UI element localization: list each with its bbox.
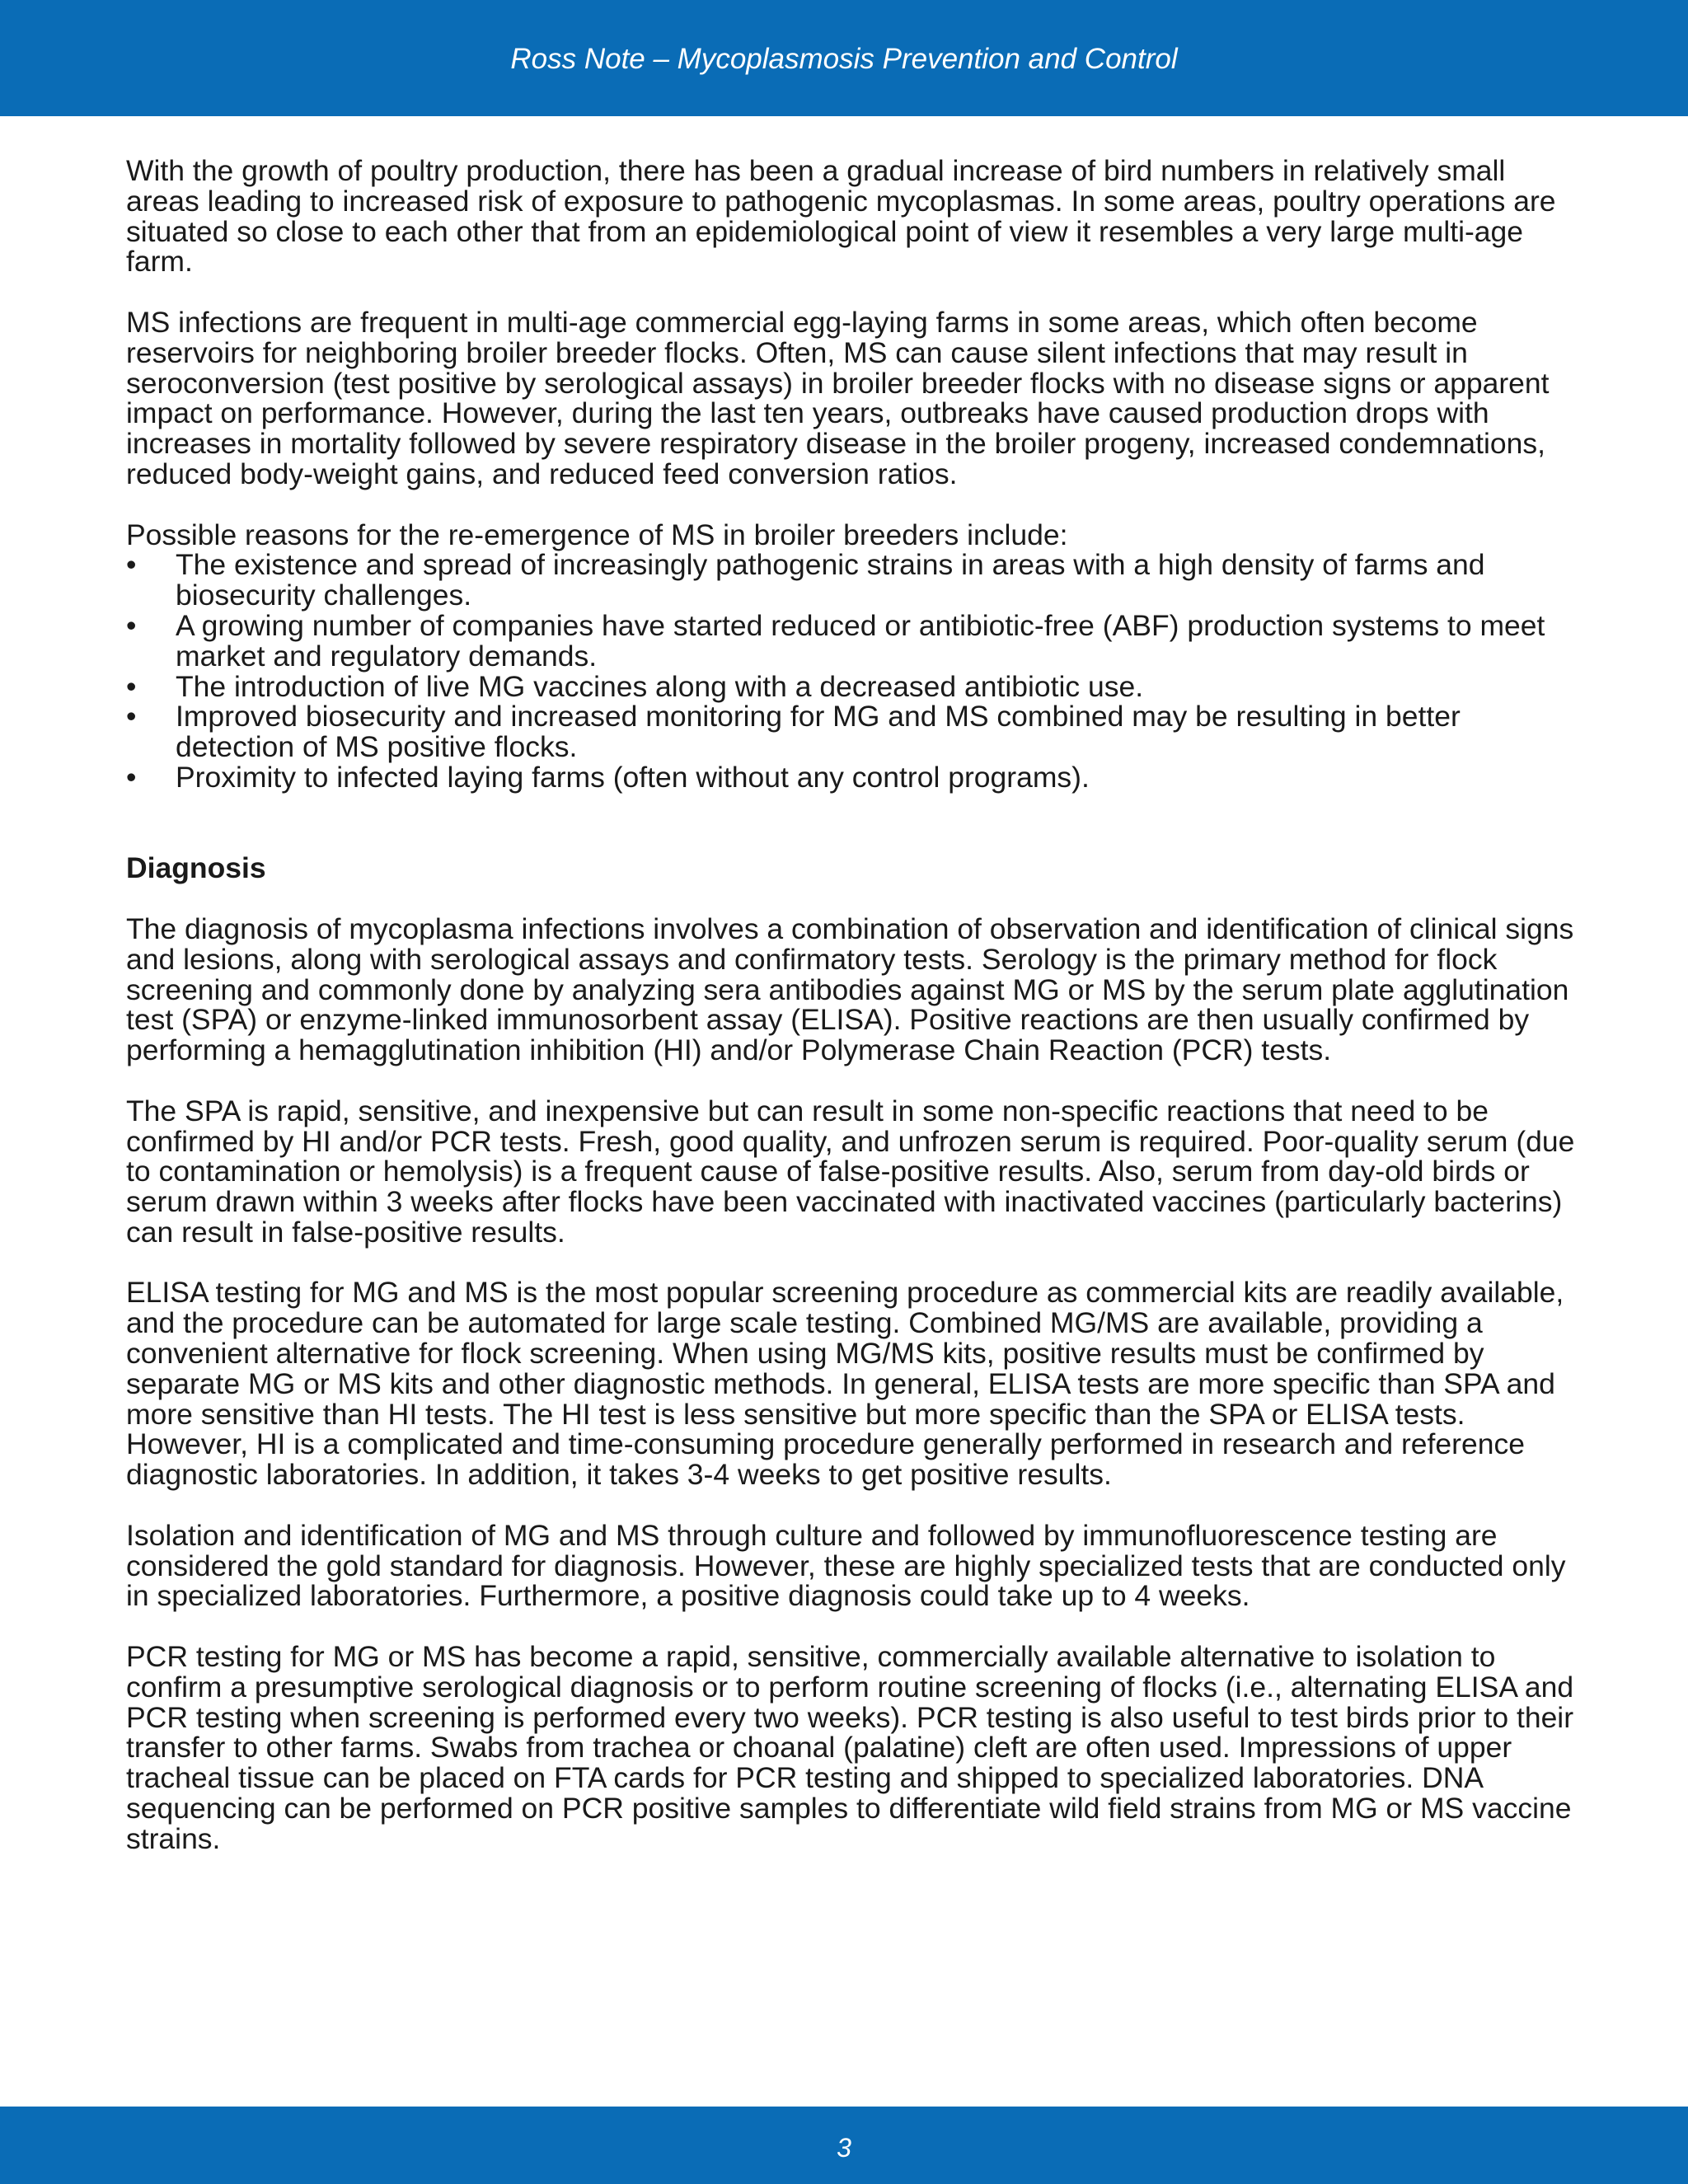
list-item bbox=[126, 701, 1578, 762]
list-item-text: The existence and spread of increasingly pathogenic strains in areas with a high density of farms and biosecurity challenges. bbox=[176, 548, 1485, 612]
list-item-text: The introduction of live MG vaccines along with a decreased antibiotic use. bbox=[176, 669, 1144, 703]
page-number: 3 bbox=[837, 2133, 851, 2163]
diagnosis-paragraph-4: Isolation and identification of MG and MS through culture and followed by immunofluorescence testing are considered the gold standard for diagnosis. However, these are highly specialized tests that are conducted only in specialized laboratories. Furthermore, a positive diagnosis could take up to 4 weeks. bbox=[126, 1518, 1566, 1613]
bullet-icon: • bbox=[126, 760, 137, 794]
diagnosis-paragraph-3: ELISA testing for MG and MS is the most popular screening procedure as commercial kits are readily available, and the procedure can be automated for large scale testing. Combined MG/MS are available, providing a convenient alternative for flock screening. When using MG/MS kits, positive results must be confirmed by separate MG or MS kits and other diagnostic methods. In general, ELISA tests are more specific than SPA and more sensitive than HI tests. The HI test is less sensitive but more specific than the SPA or ELISA tests. However, HI is a complicated and time-consuming procedure generally performed in research and reference diagnostic laboratories. In addition, it takes 3-4 weeks to get positive results. bbox=[126, 1276, 1564, 1492]
bullet-icon: • bbox=[126, 669, 137, 703]
reasons-intro: Possible reasons for the re-emergence of MS in broiler breeders include: bbox=[126, 518, 1068, 551]
bullet-icon: • bbox=[126, 700, 137, 733]
intro-paragraph-2: MS infections are frequent in multi-age commercial egg-laying farms in some areas, which often become reservoirs for neighboring broiler breeder flocks. Often, MS can cause silent infections that may result in seroconversion (test positive by serological assays) in broiler breeder flocks with no disease signs or apparent impact on performance. However, during the last ten years, outbreaks have caused production drops with increases in mortality followed by severe respiratory disease in the broiler progeny, increased condemnations, reduced body-weight gains, and reduced feed conversion ratios. bbox=[126, 305, 1550, 490]
list-item bbox=[126, 550, 1578, 611]
bullet-icon: • bbox=[126, 548, 137, 582]
document-body bbox=[126, 156, 1578, 1854]
diagnosis-paragraph-1: The diagnosis of mycoplasma infections involves a combination of observation and identification of clinical signs and lesions, along with serological assays and confirmatory tests. Serology is the primary method for flock screening and commonly done by analyzing sera antibodies against MG or MS by the serum plate agglutination test (SPA) or enzyme-linked immunosorbent assay (ELISA). Positive reactions are then usually confirmed by performing a hemagglutination inhibition (HI) and/or Polymerase Chain Reaction (PCR) tests. bbox=[126, 912, 1574, 1067]
list-item bbox=[126, 608, 1578, 673]
diagnosis-paragraph-2: The SPA is rapid, sensitive, and inexpensive but can result in some non-specific reactions that need to be confirmed by HI and/or PCR tests. Fresh, good quality, and unfrozen serum is required. Poor-quality serum (due to contamination or hemolysis) is a frequent cause of false-positive results. Also, serum from day-old birds or serum drawn within 3 weeks after flocks have been vaccinated with inactivated vaccines (particularly bacterins) can result in false-positive results. bbox=[126, 1094, 1575, 1249]
diagnosis-paragraph-5: PCR testing for MG or MS has become a rapid, sensitive, commercially available alternative to isolation to confirm a presumptive serological diagnosis or to perform routine screening of flocks (i.e., alternating ELISA and PCR testing when screening is performed every two weeks). PCR testing is also useful to test birds prior to their transfer to other farms. Swabs from trachea or choanal (palatine) cleft are often used. Impressions of upper tracheal tissue can be placed on FTA cards for PCR testing and shipped to specialized laboratories. DNA sequencing can be performed on PCR positive samples to differentiate wild field strains from MG or MS vaccine strains. bbox=[126, 1640, 1574, 1855]
diagnosis-heading: Diagnosis bbox=[126, 851, 266, 885]
reasons-list bbox=[126, 550, 1578, 792]
intro-paragraph-1: With the growth of poultry production, there has been a gradual increase of bird numbers in relatively small areas leading to increased risk of exposure to pathogenic mycoplasmas. In some areas, poultry operations are situated so close to each other that from an epidemiological point of view it resembles a very large multi-age farm. bbox=[126, 154, 1556, 279]
list-item bbox=[126, 762, 1578, 793]
list-item bbox=[126, 669, 1578, 703]
list-item-text: A growing number of companies have started reduced or antibiotic-free (ABF) production systems to meet market and regulatory demands. bbox=[176, 608, 1545, 673]
list-item-text: Improved biosecurity and increased monitoring for MG and MS combined may be resulting in better detection of MS positive flocks. bbox=[176, 700, 1461, 764]
list-item-text: Proximity to infected laying farms (often without any control programs). bbox=[176, 760, 1090, 794]
page-header-title: Ross Note – Mycoplasmosis Prevention and Control bbox=[510, 43, 1178, 75]
bullet-icon: • bbox=[126, 608, 137, 642]
